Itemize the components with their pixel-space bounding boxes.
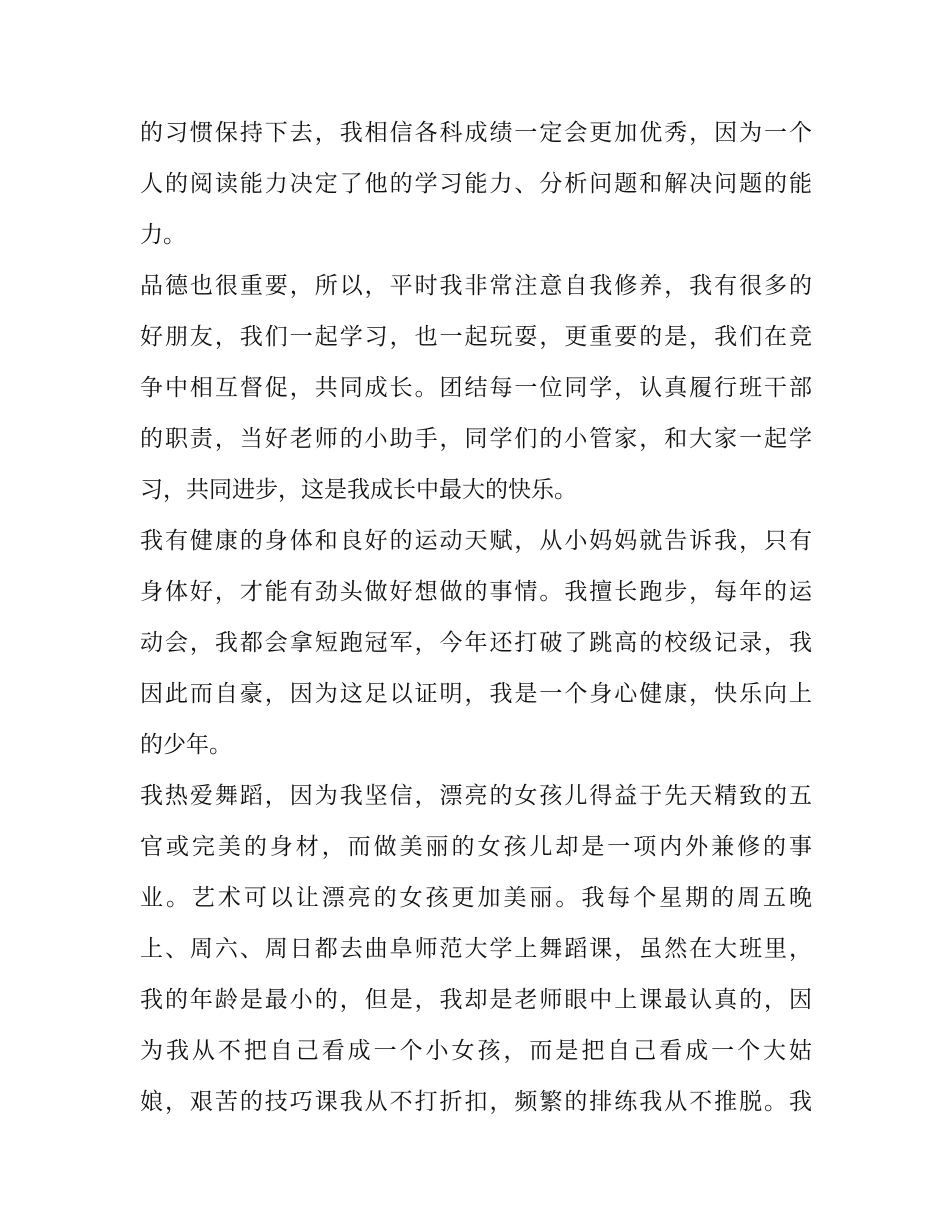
text-line: 的职责，当好老师的小助手，同学们的小管家，和大家一起学 (140, 426, 812, 452)
text-line: 的少年。 (140, 732, 232, 758)
text-line: 我热爱舞蹈，因为我坚信，漂亮的女孩儿得益于先天精致的五 (140, 783, 812, 809)
text-line: 为我从不把自己看成一个小女孩，而是把自己看成一个大姑 (140, 1038, 812, 1064)
text-line: 娘，艰苦的技巧课我从不打折扣，频繁的排练我从不推脱。我 (140, 1089, 812, 1115)
text-line: 上、周六、周日都去曲阜师范大学上舞蹈课，虽然在大班里， (140, 936, 812, 962)
text-line: 因此而自豪，因为这足以证明，我是一个身心健康，快乐向上 (140, 681, 812, 707)
text-line: 好朋友，我们一起学习，也一起玩耍，更重要的是，我们在竞 (140, 324, 812, 350)
text-line: 身体好，才能有劲头做好想做的事情。我擅长跑步，每年的运 (140, 579, 812, 605)
text-line: 的习惯保持下去，我相信各科成绩一定会更加优秀，因为一个 (140, 120, 812, 146)
text-line: 力。 (140, 222, 186, 248)
text-line: 我的年龄是最小的，但是，我却是老师眼中上课最认真的，因 (140, 987, 812, 1013)
text-line: 争中相互督促，共同成长。团结每一位同学，认真履行班干部 (140, 375, 812, 401)
text-line: 我有健康的身体和良好的运动天赋，从小妈妈就告诉我，只有 (140, 528, 812, 554)
text-line: 业。艺术可以让漂亮的女孩更加美丽。我每个星期的周五晚 (140, 885, 812, 911)
text-line: 习，共同进步，这是我成长中最大的快乐。 (140, 477, 577, 503)
document-body (140, 108, 812, 1128)
text-line: 动会，我都会拿短跑冠军，今年还打破了跳高的校级记录，我 (140, 630, 812, 656)
text-line: 品德也很重要，所以，平时我非常注意自我修养，我有很多的 (140, 273, 812, 299)
text-line: 官或完美的身材，而做美丽的女孩儿却是一项内外兼修的事 (140, 834, 812, 860)
text-line: 人的阅读能力决定了他的学习能力、分析问题和解决问题的能 (140, 171, 812, 197)
